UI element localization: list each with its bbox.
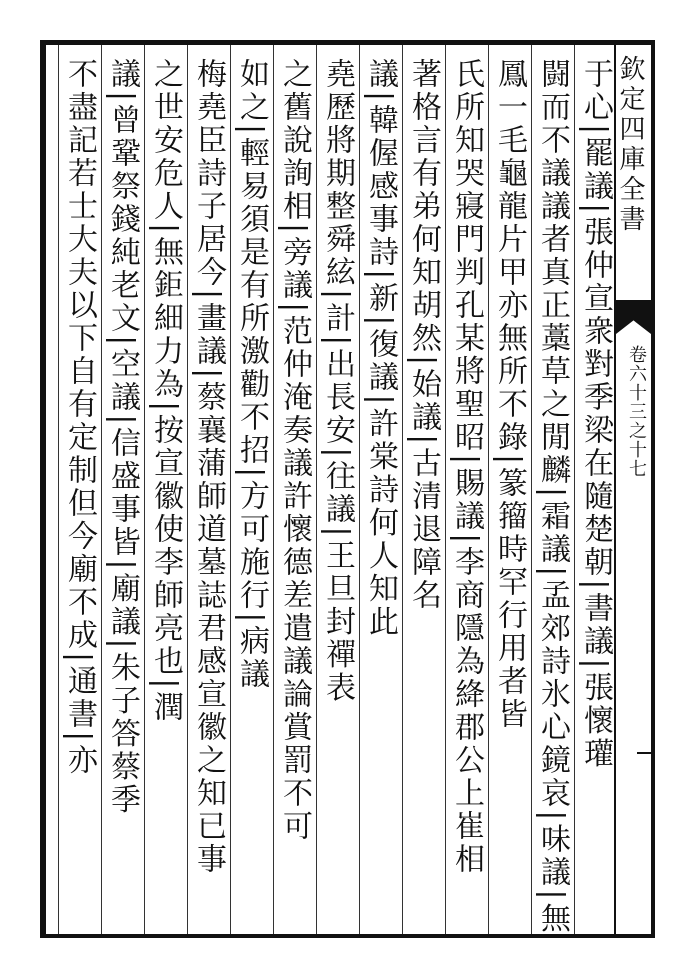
text-column-7: 堯歷將期整舜絃|計|出長安|往議|王旦封禪表 bbox=[320, 58, 355, 705]
frame-right-edge bbox=[651, 40, 655, 938]
column-rule bbox=[359, 45, 360, 934]
column-rule bbox=[144, 45, 145, 934]
text-column-5: 著格言有弟何知胡然|始議|古清退障名 bbox=[406, 58, 441, 613]
text-column-1: 于心|罷議|張仲宣衆對季梁在隨楚朝|書議|張懷瓘 bbox=[578, 58, 613, 771]
column-rule bbox=[445, 45, 446, 934]
column-rule bbox=[230, 45, 231, 934]
column-rule bbox=[101, 45, 102, 934]
text-column-3: 鳳一毛龜龍片甲亦無所不錄|篆籀時罕行用者皆 bbox=[492, 58, 527, 732]
text-column-6: 議|韓偓感事詩|新|復議|許棠詩何人知此 bbox=[363, 58, 398, 639]
text-column-9: 如之|輕易須是有所激勸不招|方可施行|病議 bbox=[234, 58, 269, 692]
text-column-2: 闘而不議議者真正藁草之閒麟|霜議|孟郊詩氷心鏡哀|味議|無 bbox=[535, 58, 570, 936]
column-rule bbox=[187, 45, 188, 934]
column-rule bbox=[402, 45, 403, 934]
column-rule bbox=[531, 45, 532, 934]
text-column-4: 氏所知哭寢門判孔某將聖昭|賜議|李商隱為絳郡公上崔相 bbox=[449, 58, 484, 877]
column-rule bbox=[488, 45, 489, 934]
column-rule bbox=[574, 45, 575, 934]
juan-number: 卷六十三之十七 bbox=[626, 345, 647, 478]
column-rule bbox=[316, 45, 317, 934]
text-column-11: 之世安危人|無鉅細力為|按宣徽使李師亮也|潤 bbox=[148, 58, 183, 725]
page-tick bbox=[637, 752, 651, 754]
text-column-8: 之舊說詢相|旁議|范仲淹奏議許懷德差遣議論賞罰不可 bbox=[277, 58, 312, 844]
column-rule bbox=[58, 45, 59, 934]
book-title: 欽定四庫全書 bbox=[615, 55, 645, 235]
text-column-13: 不盡記若士大夫以下自有定制但今廟不成|通書|亦 bbox=[62, 58, 97, 778]
text-column-10: 梅堯臣詩子居今|畫議|蔡襄蒲師道墓誌君感宣徽之知已事 bbox=[191, 58, 226, 877]
column-rule bbox=[273, 45, 274, 934]
text-column-12: 議|曾鞏祭錢純老文|空議|信盛事皆|廟議|朱子答蔡季 bbox=[105, 58, 140, 817]
